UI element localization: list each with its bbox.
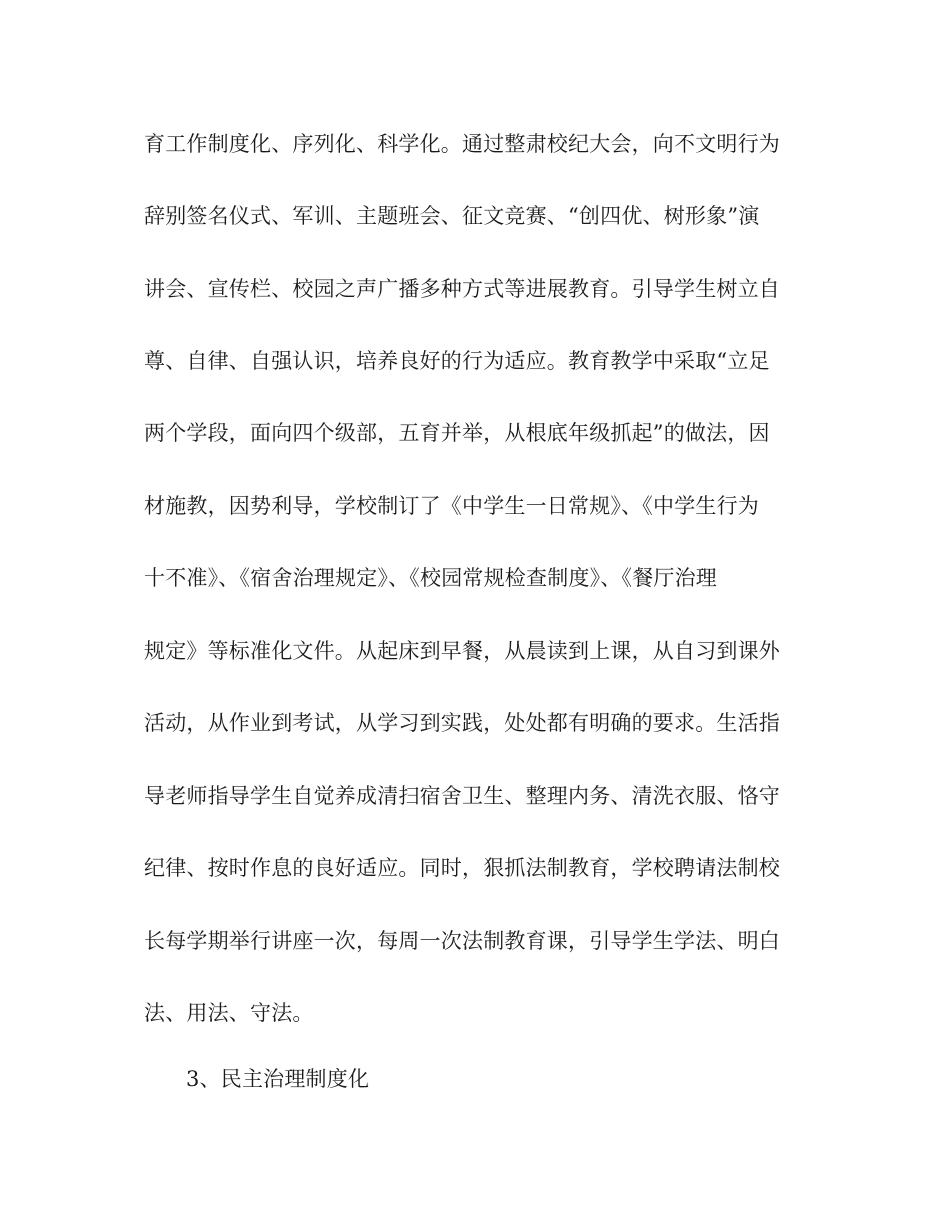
paragraph-line: 讲会、宣传栏、校园之声广播多种方式等进展教育。引导学生树立自 bbox=[144, 277, 780, 301]
paragraph-line: 导老师指导学生自觉养成清扫宿舍卫生、整理内务、清洗衣服、恪守 bbox=[144, 784, 780, 808]
paragraph-line: 规定》等标准化文件。从起床到早餐，从晨读到上课，从自习到课外 bbox=[144, 639, 780, 663]
paragraph-line: 辞别签名仪式、军训、主题班会、征文竞赛、“创四优、树形象”演 bbox=[144, 204, 760, 228]
paragraph-line: 材施教，因势利导，学校制订了《中学生一日常规》、《中学生行为 bbox=[144, 494, 759, 518]
paragraph-line: 育工作制度化、序列化、科学化。通过整肃校纪大会，向不文明行为 bbox=[144, 132, 780, 156]
section-heading: 3、民主治理制度化 bbox=[186, 1067, 370, 1091]
paragraph-line: 活动，从作业到考试，从学习到实践，处处都有明确的要求。生活指 bbox=[144, 711, 780, 735]
paragraph-line: 法、用法、守法。 bbox=[144, 1001, 314, 1025]
paragraph-line: 尊、自律、自强认识，培养良好的行为适应。教育教学中采取“立足 bbox=[144, 349, 770, 373]
paragraph-line: 纪律、按时作息的良好适应。同时，狠抓法制教育，学校聘请法制校 bbox=[144, 856, 780, 880]
paragraph-line: 两个学段，面向四个级部，五育并举，从根底年级抓起”的做法，因 bbox=[144, 421, 770, 445]
paragraph-line: 长每学期举行讲座一次，每周一次法制教育课，引导学生学法、明白 bbox=[144, 929, 780, 953]
paragraph-line: 十不准》、《宿舍治理规定》、《校园常规检查制度》、《餐厅治理 bbox=[144, 566, 717, 590]
